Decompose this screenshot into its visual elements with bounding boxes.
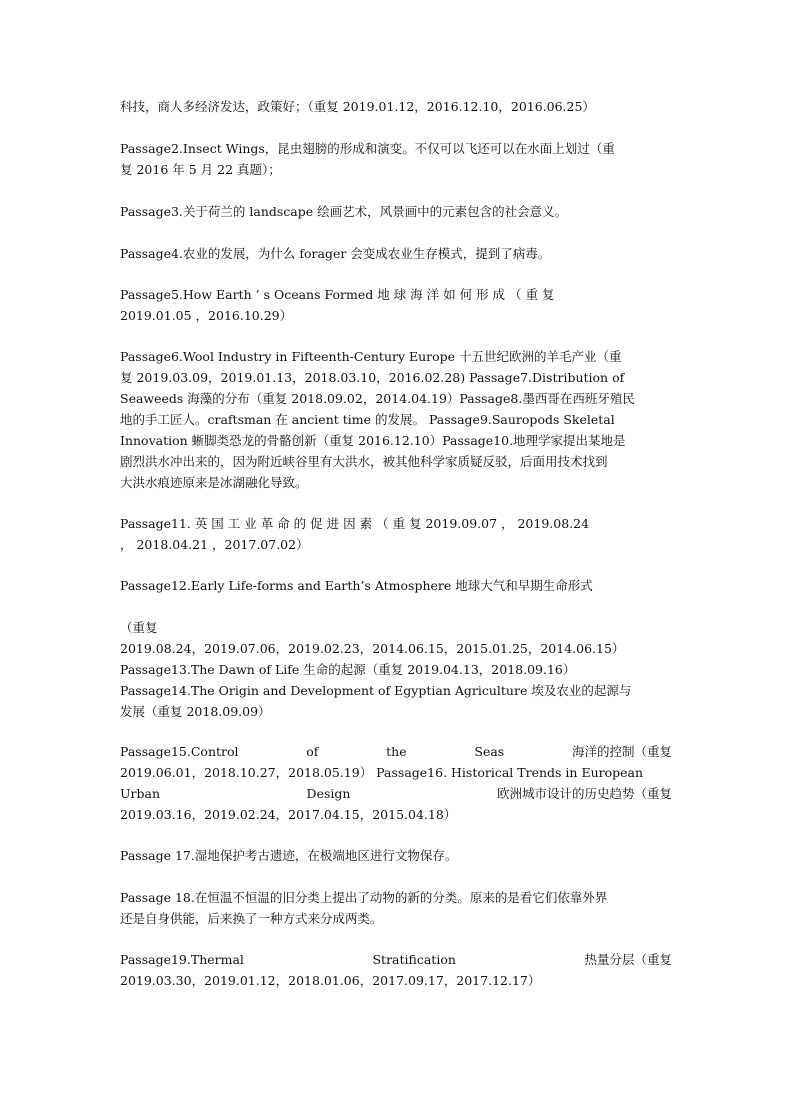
paragraph-passage15-16 — [120, 741, 672, 825]
paragraph-passage3 — [120, 201, 672, 222]
text-line-justified — [120, 949, 672, 970]
text-line: 2019.03.30，2019.01.12，2018.01.06，2017.09.17，2017.12.17） — [120, 973, 541, 988]
text-line: Passage11. 英 国 工 业 革 命 的 促 进 因 素 （ 重 复 2019.09.07 ， 2019.08.24 — [120, 516, 590, 531]
text-word: Seas — [474, 744, 505, 759]
text-line: Passage 18.在恒温不恒温的旧分类上提出了动物的新的分类。原来的是看它们依靠外界 — [120, 890, 608, 905]
text-line: Passage6.Wool Industry in Fifteenth-Century Europe 十五世纪欧洲的羊毛产业（重 — [120, 349, 622, 364]
text-line: Passage13.The Dawn of Life 生命的起源（重复 2019.04.13，2018.09.16） — [120, 662, 576, 677]
text-line: （重复 — [120, 620, 158, 635]
text-line: 科技，商人多经济发达，政策好；（重复 2019.01.12，2016.12.10，2016.06.25） — [120, 99, 595, 114]
text-line: ， 2018.04.21 ，2017.07.02） — [120, 537, 309, 552]
paragraph-passage4 — [120, 243, 672, 264]
paragraph-passage18 — [120, 887, 672, 929]
paragraph-passage12-14 — [120, 617, 672, 722]
text-word: the — [386, 744, 407, 759]
text-line: 地的手工匠人。craftsman 在 ancient time 的发展。 Passage9.Sauropods Skeletal — [120, 412, 615, 427]
text-line: 剧烈洪水冲出来的，因为附近峡谷里有大洪水，被其他科学家质疑反驳，后面用技术找到 — [120, 454, 608, 469]
paragraph-passage12 — [120, 575, 672, 596]
text-word: Stratification — [372, 952, 456, 967]
text-word: 热量分层（重复 — [584, 952, 672, 967]
text-word: 海洋的控制（重复 — [571, 744, 672, 759]
text-line: 2019.08.24，2019.07.06，2019.02.23，2014.06.15，2015.01.25，2014.06.15） — [120, 641, 625, 656]
text-word: Urban — [120, 786, 161, 801]
paragraph-passage2 — [120, 138, 672, 180]
text-word: Design — [306, 786, 351, 801]
text-line: Passage5.How Earth ’ s Oceans Formed 地 球 海 洋 如 何 形 成 （ 重 复 — [120, 287, 555, 302]
text-line-justified — [120, 741, 672, 762]
text-line: Seaweeds 海藻的分布（重复 2018.09.02，2014.04.19）Passage8.墨西哥在西班牙殖民 — [120, 391, 635, 406]
text-word: 欧洲城市设计的历史趋势（重复 — [496, 786, 672, 801]
paragraph-intro — [120, 96, 672, 117]
text-line: 发展（重复 2018.09.09） — [120, 704, 271, 719]
text-line: Passage3.关于荷兰的 landscape 绘画艺术，风景画中的元素包含的社会意义。 — [120, 204, 568, 219]
text-word: Passage15.Control — [120, 744, 239, 759]
paragraph-passage19 — [120, 949, 672, 991]
text-line: Passage4.农业的发展，为什么 forager 会变成农业生存模式，提到了病毒。 — [120, 246, 551, 261]
text-line: Passage14.The Origin and Development of Egyptian Agriculture 埃及农业的起源与 — [120, 683, 632, 698]
text-word: of — [306, 744, 319, 759]
text-line: Innovation 蜥脚类恐龙的骨骼创新（重复 2016.12.10）Passage10.地理学家提出某地是 — [120, 433, 626, 448]
text-line: Passage2.Insect Wings，昆虫翅膀的形成和演变。不仅可以飞还可以在水面上划过（重 — [120, 141, 615, 156]
text-line: Passage12.Early Life-forms and Earth’s Atmosphere 地球大气和早期生命形式 — [120, 578, 593, 593]
text-word: Passage19.Thermal — [120, 952, 244, 967]
paragraph-passage11 — [120, 513, 672, 555]
text-line: 大洪水痕迹原来是冰湖融化导致。 — [120, 475, 308, 490]
text-line: 2019.01.05 ，2016.10.29） — [120, 308, 293, 323]
text-line: 复 2016 年 5 月 22 真题）； — [120, 162, 281, 177]
paragraph-passage17 — [120, 845, 672, 866]
text-line: 2019.06.01，2018.10.27，2018.05.19） Passage16. Historical Trends in European — [120, 765, 644, 780]
paragraph-passage5 — [120, 284, 672, 326]
text-line: 还是自身供能，后来换了一种方式来分成两类。 — [120, 911, 383, 926]
text-line: 2019.03.16，2019.02.24，2017.04.15，2015.04.18） — [120, 807, 457, 822]
text-line: 复 2019.03.09，2019.01.13，2018.03.10，2016.02.28) Passage7.Distribution of — [120, 370, 625, 385]
paragraph-passage6-10 — [120, 346, 672, 493]
text-line: Passage 17.湿地保护考古遗迹，在极端地区进行文物保存。 — [120, 848, 458, 863]
text-line-justified — [120, 783, 672, 804]
